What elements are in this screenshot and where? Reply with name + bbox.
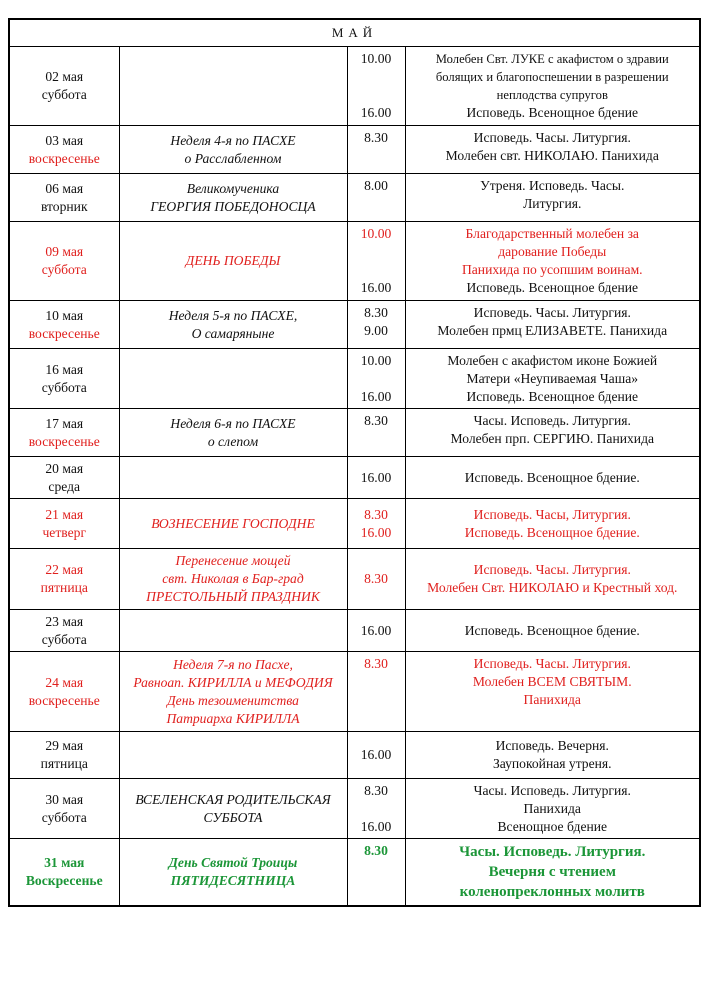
table-row [9, 47, 700, 126]
services-cell: Часы. Исповедь. Литургия. Молебен прп. СЕРГИЮ. Панихида [405, 409, 700, 457]
time-cell: 10.00 16.00 [347, 349, 405, 409]
table-row [9, 610, 700, 652]
time-cell: 10.00 16.00 [347, 47, 405, 126]
services-cell: Часы. Исповедь. Литургия. Панихида Всенощное бдение [405, 779, 700, 839]
time-cell: 8.30 [347, 409, 405, 457]
feast-cell: ВСЕЛЕНСКАЯ РОДИТЕЛЬСКАЯ СУББОТА [119, 779, 347, 839]
services-cell: Исповедь. Часы, Литургия. Исповедь. Всенощное бдение. [405, 499, 700, 549]
feast-cell [119, 732, 347, 779]
date-cell: 29 мая пятница [9, 732, 119, 779]
time-cell: 8.30 [347, 126, 405, 174]
table-row [9, 349, 700, 409]
feast-cell [119, 47, 347, 126]
date-cell: 22 мая пятница [9, 549, 119, 610]
date-cell: 17 мая воскресенье [9, 409, 119, 457]
time-cell: 8.30 16.00 [347, 779, 405, 839]
date-cell: 24 мая воскресенье [9, 652, 119, 732]
feast-cell [119, 457, 347, 499]
feast-cell: Великомученика ГЕОРГИЯ ПОБЕДОНОСЦА [119, 174, 347, 222]
time-cell: 16.00 [347, 732, 405, 779]
table-row [9, 839, 700, 906]
services-cell: Исповедь. Всенощное бдение. [405, 610, 700, 652]
time-cell: 8.30 9.00 [347, 301, 405, 349]
time-cell: 16.00 [347, 610, 405, 652]
time-cell: 8.30 [347, 549, 405, 610]
services-cell: Исповедь. Часы. Литургия. Молебен свт. НИКОЛАЮ. Панихида [405, 126, 700, 174]
services-cell: Исповедь. Всенощное бдение. [405, 457, 700, 499]
feast-cell [119, 610, 347, 652]
time-cell: 8.00 [347, 174, 405, 222]
month-title: МАЙ [9, 19, 700, 47]
feast-cell: Неделя 7-я по Пасхе, Равноап. КИРИЛЛА и МЕФОДИЯ День тезоименитства Патриарха КИРИЛЛА [119, 652, 347, 732]
table-row [9, 549, 700, 610]
feast-cell [119, 349, 347, 409]
date-cell: 03 мая воскресенье [9, 126, 119, 174]
date-cell: 06 мая вторник [9, 174, 119, 222]
date-cell: 02 мая суббота [9, 47, 119, 126]
table-row [9, 457, 700, 499]
feast-cell: Неделя 5-я по ПАСХЕ, О самаряныне [119, 301, 347, 349]
date-cell: 23 мая суббота [9, 610, 119, 652]
feast-cell: День Святой Троицы ПЯТИДЕСЯТНИЦА [119, 839, 347, 906]
table-row [9, 779, 700, 839]
time-cell: 8.30 [347, 839, 405, 906]
date-cell: 10 мая воскресенье [9, 301, 119, 349]
table-row [9, 126, 700, 174]
table-row [9, 652, 700, 732]
services-cell: Молебен с акафистом иконе Божией Матери «Неупиваемая Чаша» Исповедь. Всенощное бдение [405, 349, 700, 409]
time-cell: 8.30 16.00 [347, 499, 405, 549]
table-row [9, 732, 700, 779]
services-cell: Утреня. Исповедь. Часы. Литургия. [405, 174, 700, 222]
feast-cell: Неделя 6-я по ПАСХЕ о слепом [119, 409, 347, 457]
services-cell: Благодарственный молебен за дарование Победы Панихида по усопшим воинам. Исповедь. Всенощное бдение [405, 222, 700, 301]
date-cell: 16 мая суббота [9, 349, 119, 409]
table-row [9, 409, 700, 457]
date-cell: 20 мая среда [9, 457, 119, 499]
feast-cell: ВОЗНЕСЕНИЕ ГОСПОДНЕ [119, 499, 347, 549]
feast-cell: Перенесение мощей свт. Николая в Бар-град ПРЕСТОЛЬНЫЙ ПРАЗДНИК [119, 549, 347, 610]
date-cell: 30 мая суббота [9, 779, 119, 839]
time-cell: 10.00 16.00 [347, 222, 405, 301]
table-row [9, 222, 700, 301]
services-cell: Исповедь. Часы. Литургия. Молебен прмц ЕЛИЗАВЕТЕ. Панихида [405, 301, 700, 349]
services-cell: Молебен Свт. ЛУКЕ с акафистом о здравии болящих и благопоспешении в разрешении неплодства супругов Исповедь. Всенощное бдение [405, 47, 700, 126]
date-cell: 21 мая четверг [9, 499, 119, 549]
table-row [9, 301, 700, 349]
feast-cell: Неделя 4-я по ПАСХЕ о Расслабленном [119, 126, 347, 174]
time-cell: 8.30 [347, 652, 405, 732]
services-cell: Часы. Исповедь. Литургия. Вечерня с чтением коленопреклонных молитв [405, 839, 700, 906]
month-header-row [9, 19, 700, 47]
schedule-table [8, 18, 701, 907]
date-cell: 31 мая Воскресенье [9, 839, 119, 906]
services-cell: Исповедь. Часы. Литургия. Молебен ВСЕМ СВЯТЫМ. Панихида [405, 652, 700, 732]
feast-cell: ДЕНЬ ПОБЕДЫ [119, 222, 347, 301]
table-row [9, 174, 700, 222]
table-row [9, 499, 700, 549]
date-cell: 09 мая суббота [9, 222, 119, 301]
services-cell: Исповедь. Часы. Литургия. Молебен Свт. НИКОЛАЮ и Крестный ход. [405, 549, 700, 610]
time-cell: 16.00 [347, 457, 405, 499]
services-cell: Исповедь. Вечерня. Заупокойная утреня. [405, 732, 700, 779]
